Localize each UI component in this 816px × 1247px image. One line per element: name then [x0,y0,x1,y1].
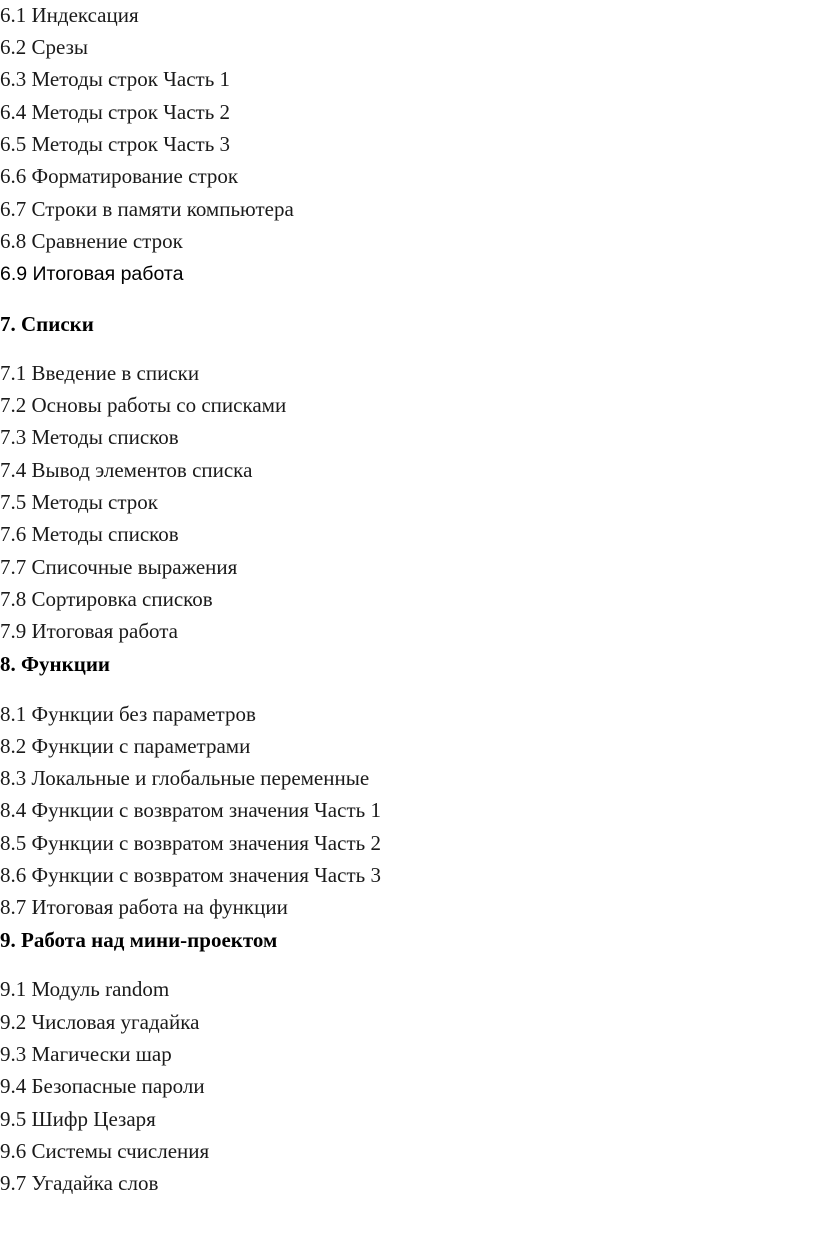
section7-item: 7.2 Основы работы со списками [0,393,287,417]
section7-item: 7.8 Сортировка списков [0,587,213,611]
section7-item: 7.5 Методы строк [0,490,159,514]
section6-item: 6.3 Методы строк Часть 1 [0,67,231,91]
section8-item: 8.6 Функции с возвратом значения Часть 3 [0,863,381,887]
section8-item: 8.3 Локальные и глобальные переменные [0,766,370,790]
section7-item: 7.4 Вывод элементов списка [0,458,253,482]
section7-item: 7.9 Итоговая работа [0,619,179,643]
section9-item: 9.6 Системы счисления [0,1139,210,1163]
section9-item: 9.5 Шифр Цезаря [0,1107,156,1131]
section7-item: 7.6 Методы списков [0,522,179,546]
section8-item: 8.4 Функции с возвратом значения Часть 1 [0,798,381,822]
section6-item: 6.5 Методы строк Часть 3 [0,132,231,156]
section6-item: 6.9 Итоговая работа [0,263,184,285]
section9-item: 9.2 Числовая угадайка [0,1010,200,1034]
section9-item: 9.7 Угадайка слов [0,1171,159,1195]
section9-heading: 9. Работа над мини-проектом [0,928,278,952]
section9-item: 9.4 Безопасные пароли [0,1074,205,1098]
section6-item: 6.7 Строки в памяти компьютера [0,197,294,221]
section6-item: 6.1 Индексация [0,3,139,27]
section6-item: 6.6 Форматирование строк [0,164,239,188]
section8-item: 8.5 Функции с возвратом значения Часть 2 [0,831,381,855]
section6-item: 6.2 Срезы [0,35,88,59]
section8-item: 8.7 Итоговая работа на функции [0,895,288,919]
section7-item: 7.7 Списочные выражения [0,555,238,579]
section7-item: 7.1 Введение в списки [0,361,200,385]
section8-item: 8.2 Функции с параметрами [0,734,251,758]
section7-heading: 7. Списки [0,312,94,336]
section6-item: 6.4 Методы строк Часть 2 [0,100,231,124]
section6-item: 6.8 Сравнение строк [0,229,183,253]
section9-item: 9.1 Модуль random [0,977,170,1001]
section8-heading: 8. Функции [0,652,111,676]
section8-item: 8.1 Функции без параметров [0,702,256,726]
section7-item: 7.3 Методы списков [0,425,179,449]
section9-item: 9.3 Магически шар [0,1042,172,1066]
